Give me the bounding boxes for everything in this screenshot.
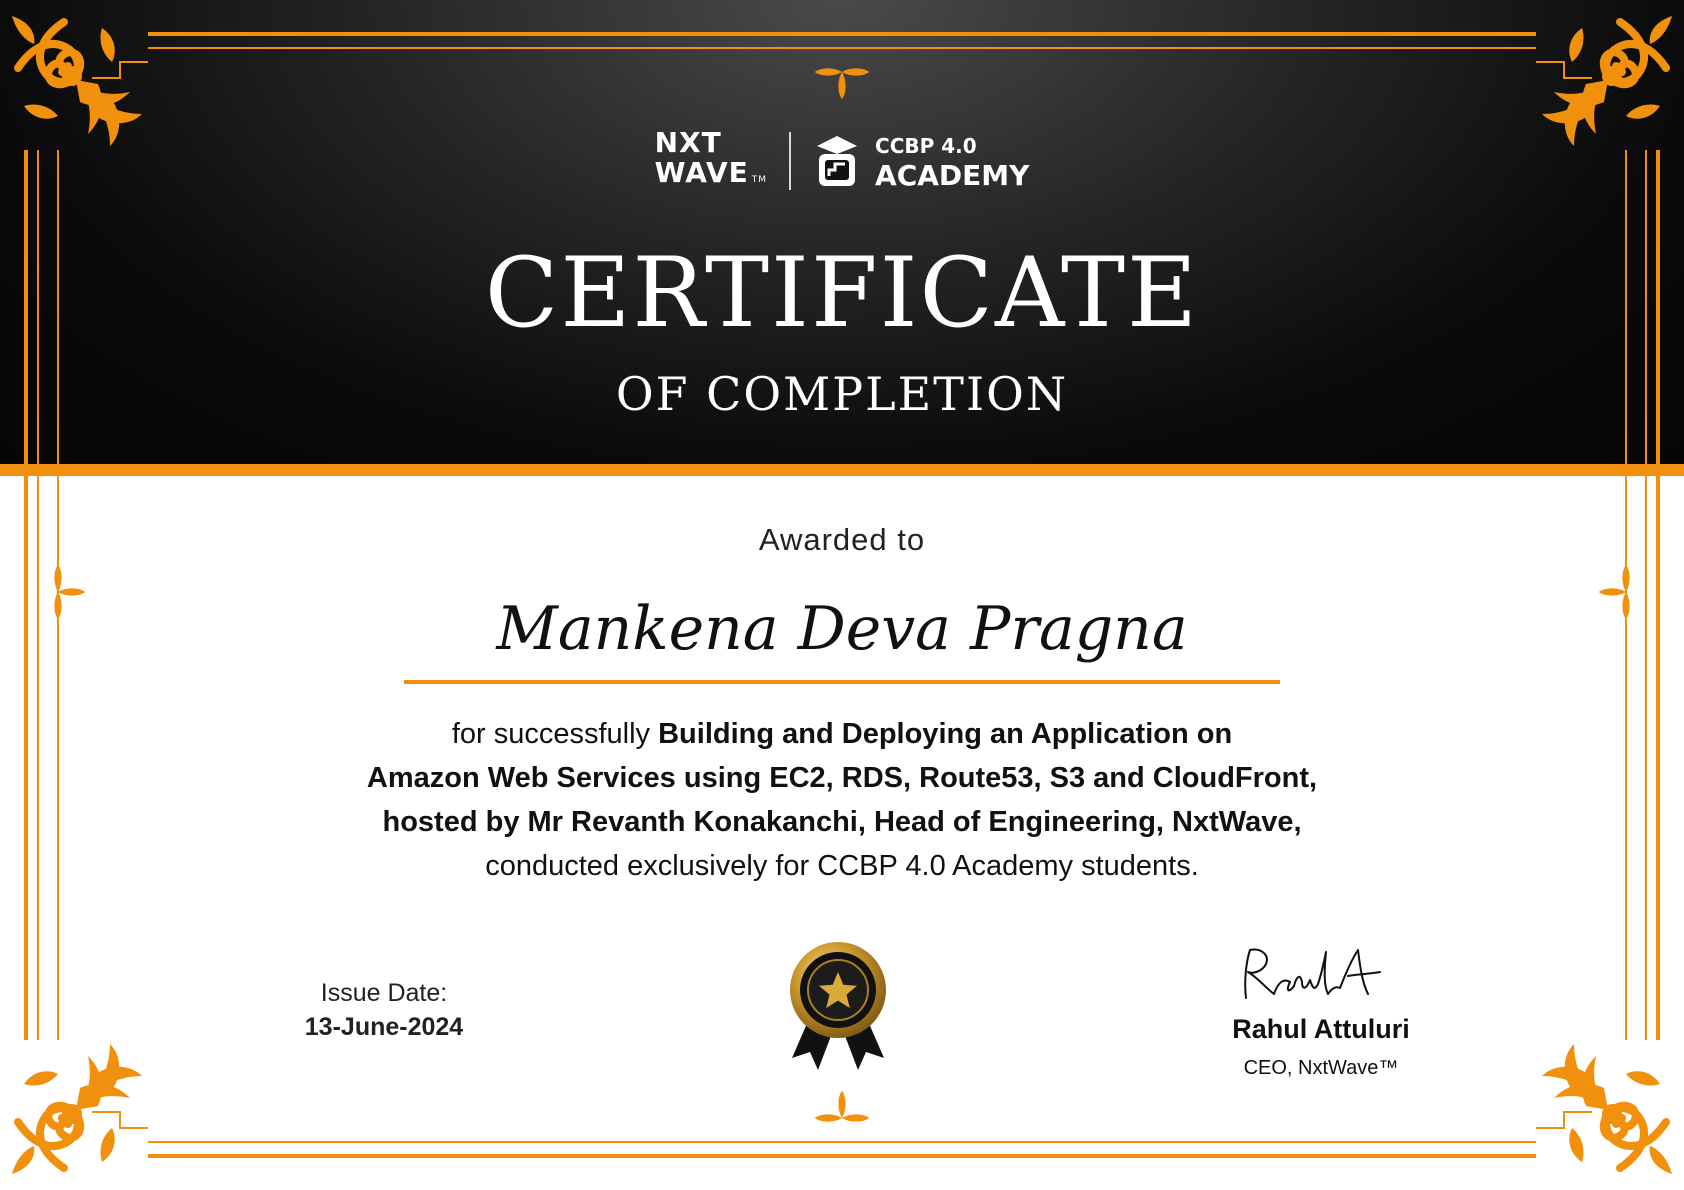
name-underline: [404, 680, 1280, 684]
signer-name: Rahul Attuluri: [1232, 1014, 1410, 1044]
brand-line-2: WAVE: [654, 155, 749, 189]
award-badge-icon: [778, 940, 898, 1074]
brand-line-1: NXT: [654, 125, 722, 159]
desc-bold-2: Amazon Web Services using EC2, RDS, Route53, S3 and CloudFront,: [366, 762, 1318, 794]
description: [242, 712, 1442, 888]
signer-role: CEO, NxtWave™: [1243, 1057, 1399, 1079]
issue-date-value: 13-June-2024: [304, 1013, 464, 1041]
certificate-subtitle: OF COMPLETION: [615, 367, 1069, 421]
logo-divider: [789, 132, 791, 190]
academy-line-2: ACADEMY: [875, 159, 1030, 192]
signer-block: [1196, 1010, 1446, 1088]
corner-ornament-icon: [1542, 1044, 1672, 1174]
issue-date-label: Issue Date:: [320, 979, 448, 1007]
logo-row: [0, 125, 1684, 194]
academy-logo-icon: [811, 132, 863, 190]
signature: [1236, 942, 1386, 1012]
awarded-label: Awarded to: [758, 522, 926, 557]
desc-lead: for successfully: [451, 718, 659, 750]
desc-bold-3: hosted by Mr Revanth Konakanchi, Head of Engineering, NxtWave,: [382, 806, 1302, 838]
desc-bold-1: Building and Deploying an Application on: [658, 718, 1233, 750]
nxtwave-logo: [654, 125, 768, 195]
certificate-title: CERTIFICATE: [484, 237, 1200, 349]
leaf-ornament-icon: [815, 1091, 869, 1122]
academy-logo-text: [875, 131, 1029, 191]
desc-tail: conducted exclusively for CCBP 4.0 Academy students.: [485, 850, 1199, 882]
academy-line-1: CCBP 4.0: [875, 134, 977, 158]
accent-band: [0, 464, 1684, 476]
issue-date-block: [254, 976, 514, 1044]
brand-tm: TM: [751, 174, 768, 185]
corner-ornament-icon: [12, 1044, 142, 1174]
recipient-name: Mankena Deva Pragna: [496, 594, 1188, 664]
